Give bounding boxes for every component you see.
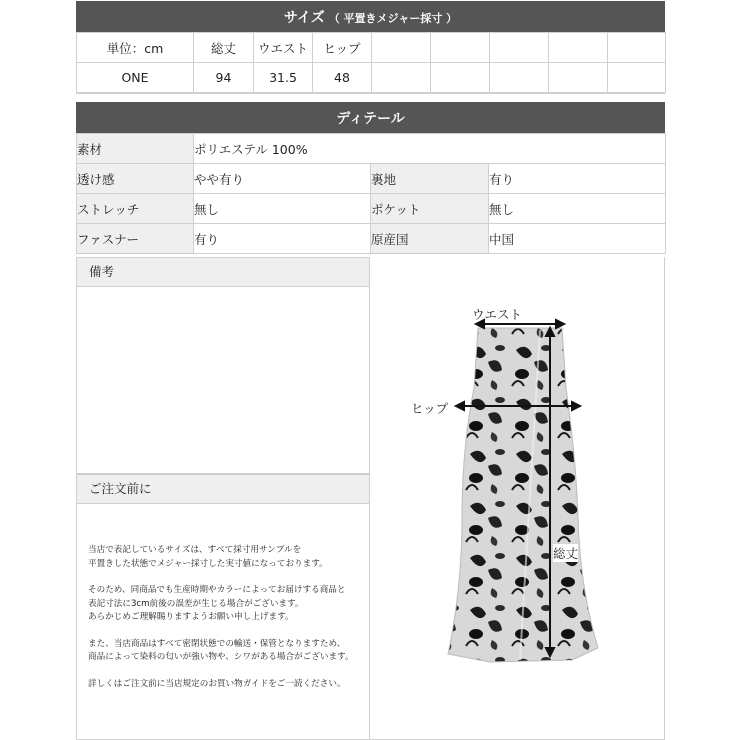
order-note-body	[88, 544, 366, 704]
size-title: サイズ	[283, 10, 325, 26]
size-head-cell	[490, 33, 549, 63]
detail-value: 無し	[489, 194, 666, 224]
detail-label: 裏地	[371, 164, 489, 194]
size-head-cell	[608, 33, 666, 63]
order-note-paragraph: 当店で表記しているサイズは、すべて採寸用サンプルを 平置きした状態でメジャー採寸した実寸値になっております。	[88, 545, 328, 569]
size-cell	[372, 63, 431, 93]
size-cell	[490, 63, 549, 93]
order-note-paragraph: また、当店商品はすべて密閉状態での輸送・保管となりますため、 商品によって染料の匂いが強い物や、シワがある場合がございます。	[88, 638, 354, 662]
waist-label: ウエスト	[472, 307, 523, 322]
measurement-arrows	[370, 288, 664, 728]
detail-row	[77, 224, 666, 254]
order-note-label: ご注文前に	[89, 481, 152, 496]
order-note-paragraph: そのため、同商品でも生産時期やカラーによってお届けする商品と 表記寸法に3cm前後の誤差が生じる場合がございます。 あらかじめご理解賜りますようお願い申し上げます。	[88, 585, 346, 622]
material-value: ポリエステル 100%	[194, 134, 666, 164]
detail-label: 透け感	[77, 164, 194, 194]
size-head-cell	[431, 33, 490, 63]
size-table-spacer	[76, 92, 665, 94]
remarks-label: 備考	[89, 264, 115, 279]
size-head-cell: ウエスト	[254, 33, 313, 63]
hip-label: ヒップ	[411, 401, 449, 416]
detail-title: ディテール	[336, 111, 405, 127]
detail-value: やや有り	[194, 164, 371, 194]
detail-header	[76, 102, 665, 133]
remarks-body	[76, 286, 370, 474]
size-cell	[608, 63, 666, 93]
size-cell: 31.5	[254, 63, 313, 93]
size-table	[76, 32, 666, 93]
detail-label: ストレッチ	[77, 194, 194, 224]
size-head-cell	[372, 33, 431, 63]
size-head-cell: 単位：cm	[77, 33, 194, 63]
size-head-cell: ヒップ	[313, 33, 372, 63]
detail-row	[77, 164, 666, 194]
detail-label: ポケット	[371, 194, 489, 224]
size-header	[76, 1, 665, 32]
order-note-header	[76, 474, 370, 504]
detail-value: 中国	[489, 224, 666, 254]
size-cell	[549, 63, 608, 93]
size-cell: 94	[194, 63, 254, 93]
size-cell: ONE	[77, 63, 194, 93]
detail-value: 有り	[194, 224, 371, 254]
order-note-paragraph: 詳しくはご注文前に当店規定のお買い物ガイドをご一読ください。	[88, 678, 346, 689]
detail-value: 有り	[489, 164, 666, 194]
detail-row	[77, 194, 666, 224]
size-head-cell	[549, 33, 608, 63]
size-cell: 48	[313, 63, 372, 93]
size-row	[77, 63, 666, 93]
detail-label: 原産国	[371, 224, 489, 254]
size-cell	[431, 63, 490, 93]
detail-label: ファスナー	[77, 224, 194, 254]
material-label: 素材	[77, 134, 194, 164]
size-head-cell: 総丈	[194, 33, 254, 63]
length-label: 総丈	[553, 546, 579, 561]
detail-value: 無し	[194, 194, 371, 224]
remarks-header	[76, 257, 370, 287]
size-subtitle: （ 平置きメジャー採寸 ）	[328, 12, 458, 25]
detail-row-material	[77, 134, 666, 164]
size-header-row	[77, 33, 666, 63]
detail-table	[76, 133, 666, 254]
